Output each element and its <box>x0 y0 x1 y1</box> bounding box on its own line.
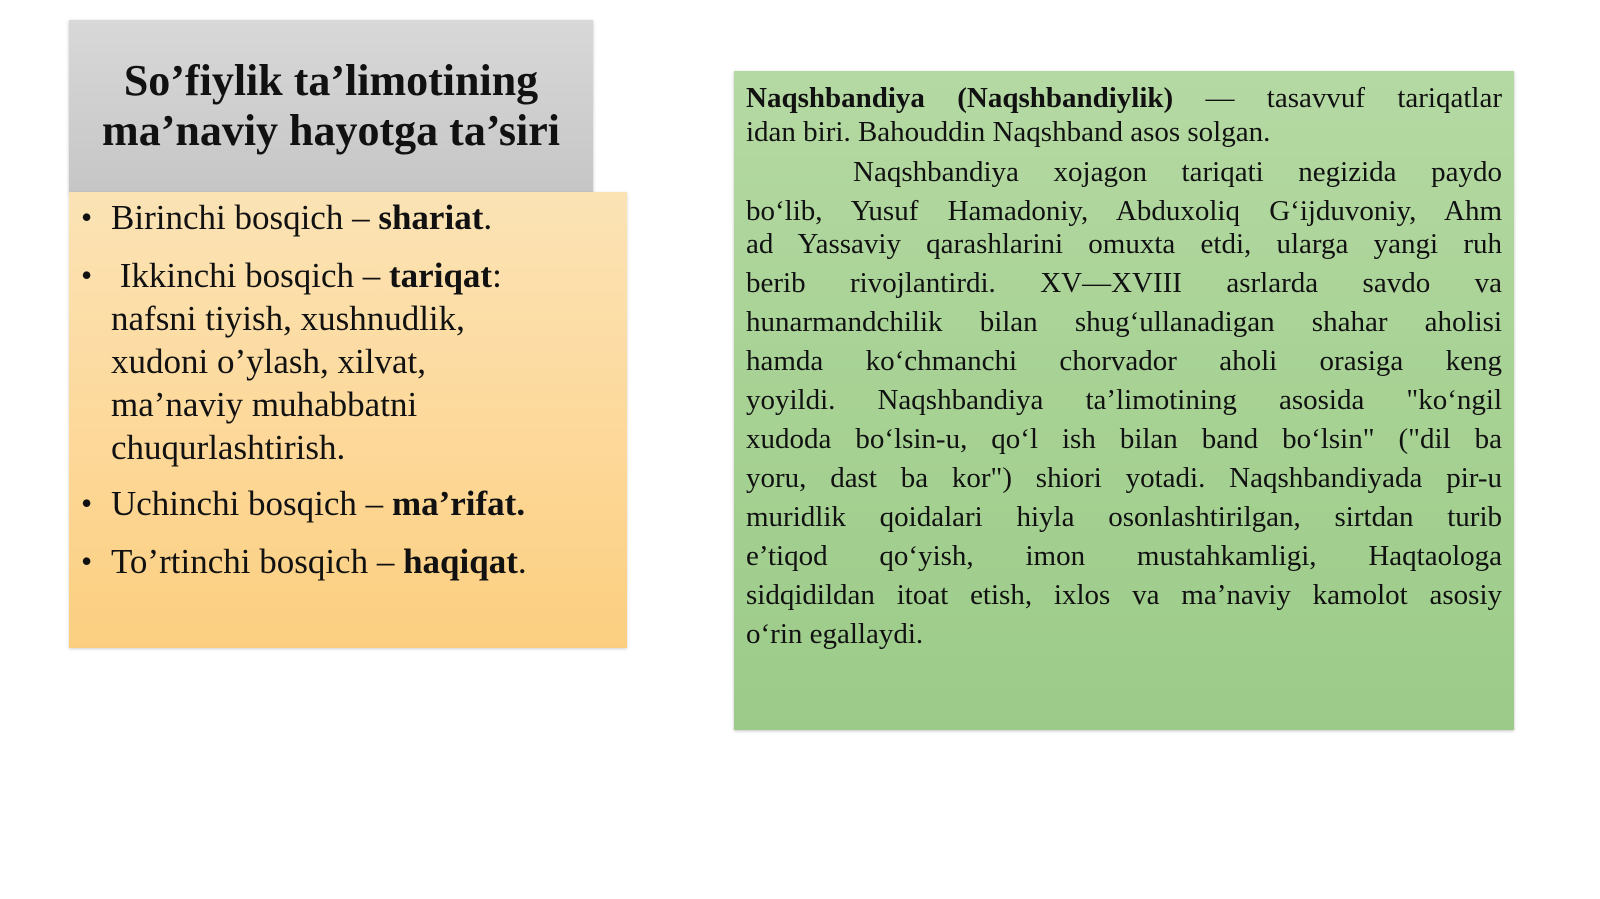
info-line: xudoda boʻlsin-u, qoʻl ish bilan band boʻlsin" ("dil ba <box>746 423 1502 455</box>
slide-title-line-1: So’fiylik ta’limotining <box>123 56 539 105</box>
slide-title-box <box>69 20 593 193</box>
bullet-icon: • <box>81 257 93 293</box>
stage-suffix: . <box>517 542 527 581</box>
stage-key-term: tariqat <box>389 256 493 295</box>
stage-prefix: Birinchi bosqich – <box>111 198 379 237</box>
stage-label <box>111 196 492 239</box>
info-definition: — tasavvuf tariqatlar <box>1173 82 1502 114</box>
info-line: e’tiqod qoʻyish, imon mustahkamligi, Haqtaologa <box>746 540 1502 572</box>
stage-prefix: To’rtinchi bosqich – <box>111 542 404 581</box>
stages-list <box>69 192 627 648</box>
info-line: yoyildi. Naqshbandiya ta’limotining asosida "koʻngil <box>746 384 1502 416</box>
stage-label <box>111 254 502 469</box>
bullet-icon: • <box>81 485 93 521</box>
info-line: boʻlib, Yusuf Hamadoniy, Abduxoliq Gʻijduvoniy, Ahm <box>746 195 1502 227</box>
info-line: muridlik qoidalari hiyla osonlashtirilgan, sirtdan turib <box>746 501 1502 533</box>
stage-label <box>111 482 525 525</box>
info-first-line <box>746 81 1502 115</box>
stage-description-line: nafsni tiyish, xushnudlik, <box>111 299 465 338</box>
stage-prefix: Uchinchi bosqich – <box>111 484 392 523</box>
stage-label <box>111 540 527 583</box>
naqshbandiya-info-box <box>734 71 1514 730</box>
stage-prefix: Ikkinchi bosqich – <box>111 256 390 295</box>
stage-suffix: : <box>492 256 502 295</box>
info-line: hunarmandchilik bilan shugʻullanadigan shahar aholisi <box>746 306 1502 338</box>
info-line: sidqidildan itoat etish, ixlos va ma’naviy kamolot asosiy <box>746 579 1502 611</box>
stage-description-line: chuqurlashtirish. <box>111 428 346 467</box>
stage-description-line: ma’naviy muhabbatni <box>111 385 418 424</box>
info-line-indented: Naqshbandiya xojagon tariqati negizida paydo <box>853 156 1502 188</box>
stage-description-line: xudoni o’ylash, xilvat, <box>111 342 426 381</box>
info-line: yoru, dast ba kor") shiori yotadi. Naqshbandiyada pir-u <box>746 462 1502 494</box>
info-term: Naqshbandiya (Naqshbandiylik) <box>746 82 1174 114</box>
stage-key-term: shariat <box>378 198 484 237</box>
bullet-icon: • <box>81 543 93 579</box>
stage-suffix: . <box>483 198 493 237</box>
bullet-icon: • <box>81 199 93 235</box>
info-line: oʻrin egallaydi. <box>746 618 924 650</box>
info-line: hamda koʻchmanchi chorvador aholi orasiga keng <box>746 345 1502 377</box>
info-line: ad Yassaviy qarashlarini omuxta etdi, ularga yangi ruh <box>746 228 1502 260</box>
info-line: berib rivojlantirdi. XV—XVIII asrlarda savdo va <box>746 267 1502 299</box>
slide-title-line-2: ma’naviy hayotga ta’siri <box>102 106 560 155</box>
stage-key-term: haqiqat <box>403 542 518 581</box>
stage-key-term: ma’rifat. <box>391 484 526 523</box>
info-line: idan biri. Bahouddin Naqshband asos solgan. <box>746 116 1271 148</box>
